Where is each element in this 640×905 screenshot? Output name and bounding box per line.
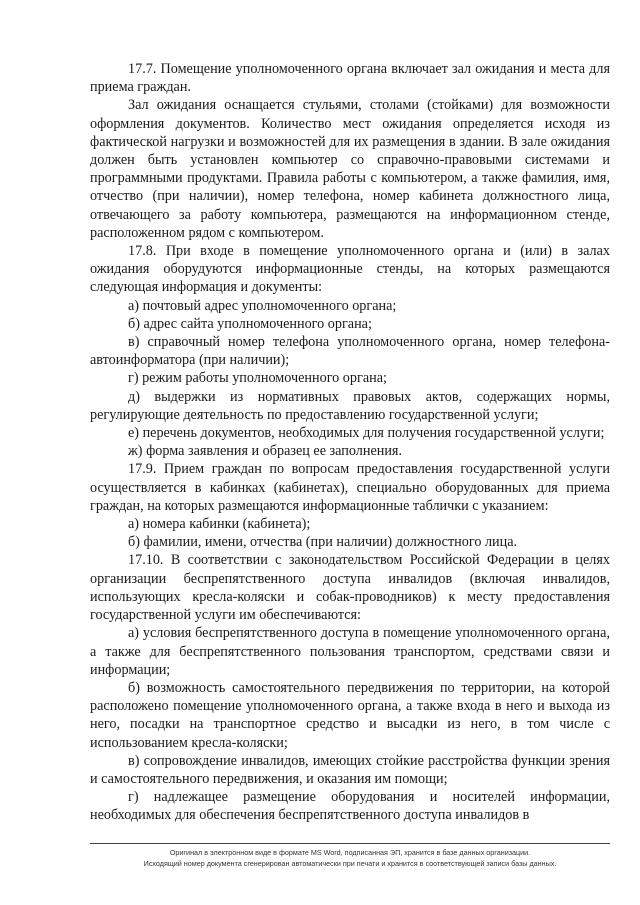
page-footer: [90, 847, 610, 869]
list-item-b-official-name: б) фамилии, имени, отчества (при наличии) должностного лица.: [128, 534, 518, 551]
list-item-g-schedule: г) режим работы уполномоченного органа;: [128, 370, 387, 387]
paragraph-17-8: 17.8. При входе в помещение уполномоченного органа и (или) в залах ожидания оборудуются информационные стенды, на которых размещаются следующая информация и документы:: [90, 243, 610, 296]
paragraph-waiting-hall: Зал ожидания оснащается стульями, столами (стойками) для возможности оформления документов. Количество мест ожидания определяется исходя из фактической нагрузки и возможностей для их размещения в здании. В зале ожидания должен быть установлен компьютер со справочно-правовыми системами и программными продуктами. Правила работы с компьютером, а также фамилия, имя, отчество (при наличии), номер телефона, номер кабинета должностного лица, отвечающего за работу компьютера, размещаются на информационном стенде, расположенном рядом с компьютером.: [90, 97, 610, 241]
list-item-a-postal-address: а) почтовый адрес уполномоченного органа;: [128, 297, 397, 314]
list-item-d-excerpts: д) выдержки из нормативных правовых актов, содержащих нормы, регулирующие деятельность по предоставлению государственной услуги;: [90, 388, 610, 423]
paragraph-17-7: 17.7. Помещение уполномоченного органа включает зал ожидания и места для приема граждан.: [90, 61, 610, 96]
list-item-zh-form: ж) форма заявления и образец ее заполнения.: [128, 443, 403, 460]
list-item-b-movement: б) возможность самостоятельного передвижения по территории, на которой расположено помещение уполномоченного органа, а также входа в него и выхода из него, посадки на транспортное средство и высадки из него, в том числе с использованием кресла-коляски;: [90, 679, 610, 751]
paragraph-17-9: 17.9. Прием граждан по вопросам предоставления государственной услуги осуществляется в кабинках (кабинетах), специально оборудованных для приема граждан, на которых размещаются информационные таблички с указанием:: [90, 461, 610, 514]
list-item-e-documents: е) перечень документов, необходимых для получения государственной услуги;: [128, 425, 605, 442]
paragraph-17-10: 17.10. В соответствии с законодательством Российской Федерации в целях организации беспрепятственного доступа инвалидов (включая инвалидов, использующих кресла-коляски и собак-проводников) к месту предоставления государственной услуги им обеспечиваются:: [90, 552, 610, 624]
list-item-v-escort: в) сопровождение инвалидов, имеющих стойкие расстройства функции зрения и самостоятельного передвижения, и оказания им помощи;: [90, 752, 610, 787]
list-item-b-website: б) адрес сайта уполномоченного органа;: [128, 315, 372, 332]
list-item-g-equipment: г) надлежащее размещение оборудования и носителей информации, необходимых для обеспечения беспрепятственного доступа инвалидов в: [90, 789, 610, 824]
footer-line-1: Оригинал в электронном виде в формате MS Word, подписанная ЭП, хранится в базе данных организации.: [169, 848, 531, 857]
list-item-v-phone: в) справочный номер телефона уполномоченного органа, номер телефона-автоинформатора (при наличии);: [90, 334, 610, 369]
footer-divider: [90, 843, 610, 844]
list-item-a-booth-number: а) номера кабинки (кабинета);: [128, 516, 311, 533]
list-item-a-access-conditions: а) условия беспрепятственного доступа в помещение уполномоченного органа, а также для беспрепятственного пользования транспортом, средствами связи и информации;: [90, 625, 610, 678]
document-body: [90, 60, 610, 825]
footer-line-2: Исходящий номер документа сгенерирован автоматически при печати и хранится в соответствующей записи базы данных.: [143, 859, 557, 868]
